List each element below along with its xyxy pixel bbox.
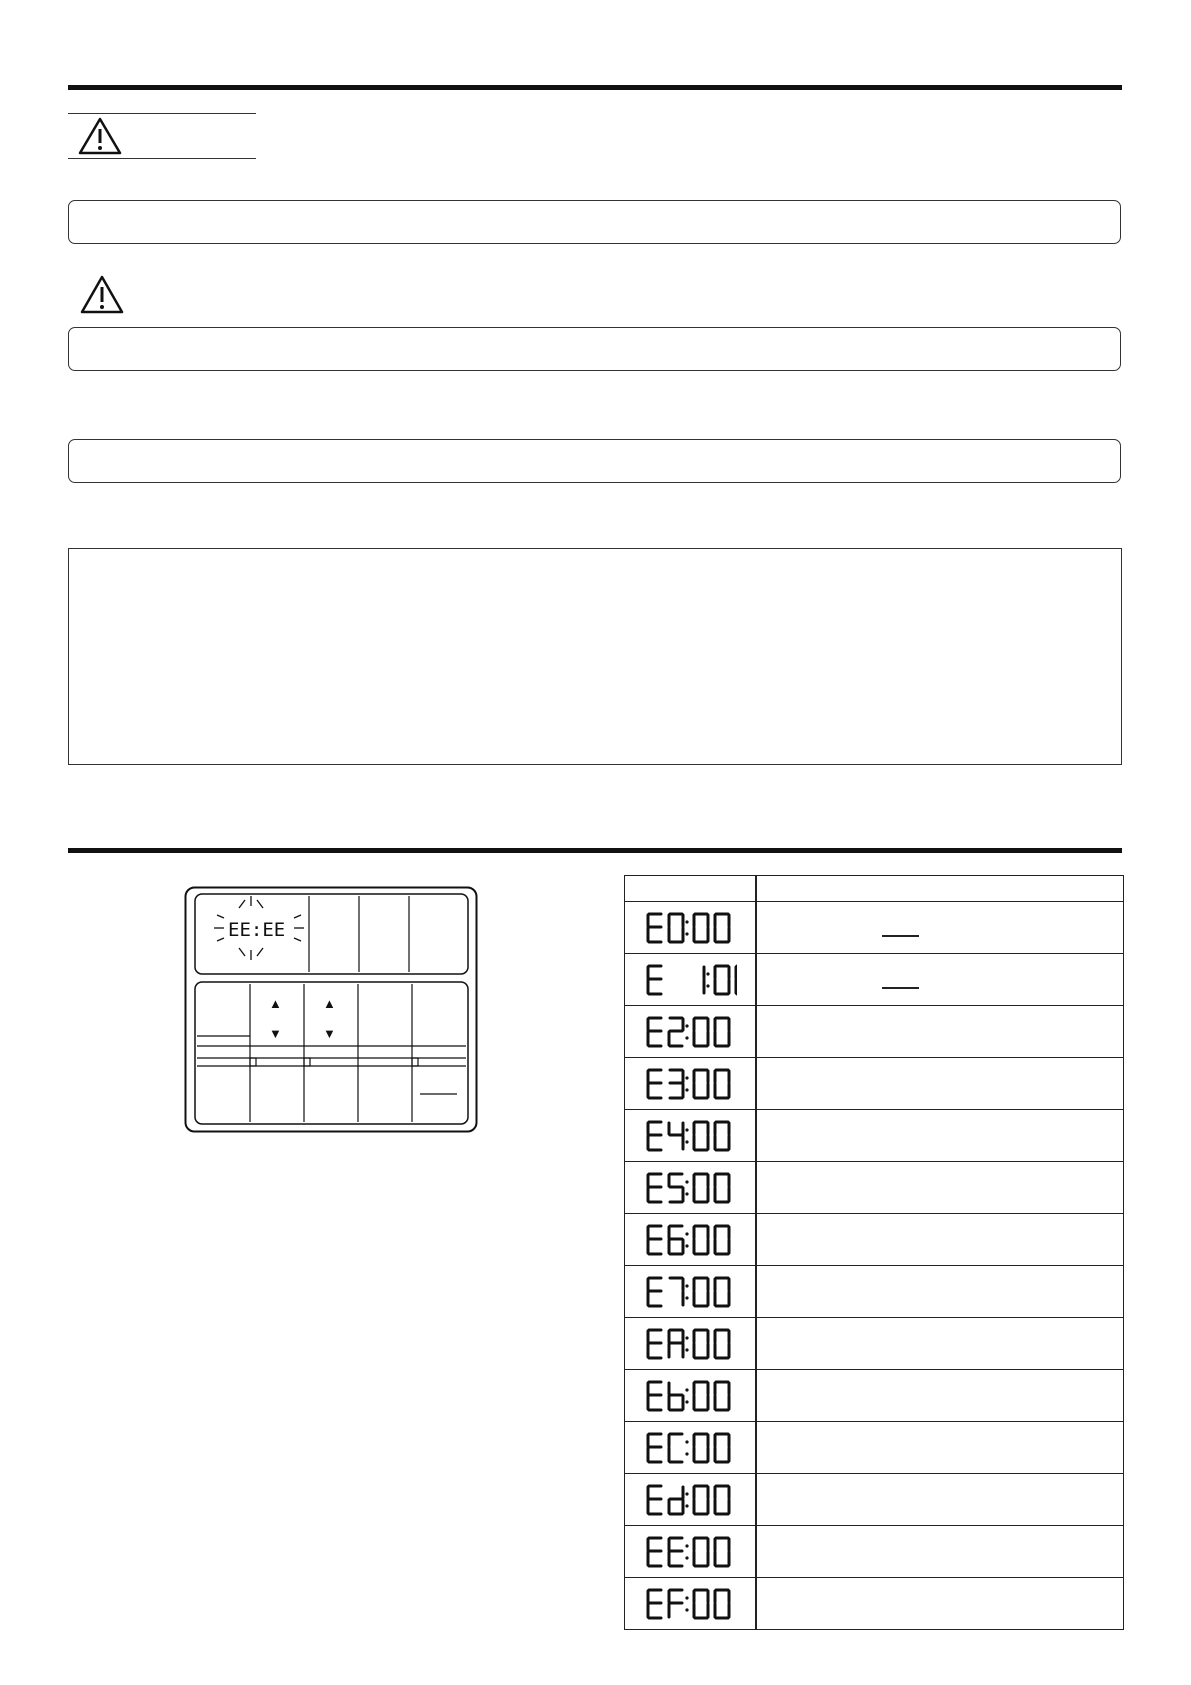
warning-icon	[80, 275, 124, 315]
error-code	[645, 910, 737, 946]
table-row	[625, 1318, 1123, 1370]
table-row	[625, 1214, 1123, 1266]
table-row	[625, 1058, 1123, 1110]
table-row	[625, 1006, 1123, 1058]
error-code-table	[624, 875, 1124, 1630]
remote-display-text: EE:EE	[228, 919, 286, 941]
table-row	[625, 1162, 1123, 1214]
error-code	[645, 1534, 737, 1570]
section-rule	[68, 848, 1122, 853]
info-box	[68, 548, 1122, 765]
error-code	[645, 962, 737, 998]
arrow-up-icon: ▲	[323, 996, 336, 1011]
error-code-text	[737, 962, 738, 963]
error-code	[645, 1118, 737, 1154]
notice-box-2	[68, 327, 1121, 371]
error-code	[645, 1222, 737, 1258]
error-code-text	[737, 1170, 738, 1171]
error-code-text	[737, 1586, 738, 1587]
table-row	[625, 1110, 1123, 1162]
error-code-text	[737, 1482, 738, 1483]
notice-box-3	[68, 439, 1121, 483]
table-header	[625, 876, 1123, 902]
arrow-up-icon: ▲	[269, 996, 282, 1011]
error-code	[645, 1378, 737, 1414]
error-code-text	[737, 1274, 738, 1275]
error-code-text	[737, 1118, 738, 1119]
error-code	[645, 1482, 737, 1518]
table-row	[625, 1526, 1123, 1578]
remote-controller	[184, 886, 478, 1133]
underline-mark	[882, 935, 919, 937]
table-row	[625, 1266, 1123, 1318]
error-code	[645, 1326, 737, 1362]
error-code-text	[737, 1222, 738, 1223]
table-row	[625, 954, 1123, 1006]
error-code-text	[737, 1534, 738, 1535]
caution-line-top	[68, 113, 256, 114]
table-row	[625, 1578, 1123, 1630]
error-code-text	[737, 1066, 738, 1067]
error-code-text	[737, 1326, 738, 1327]
error-code	[645, 1274, 737, 1310]
remote-controller-drawing	[184, 886, 478, 1133]
top-rule	[68, 85, 1122, 90]
error-code-text	[737, 1014, 738, 1015]
table-row	[625, 1370, 1123, 1422]
error-code-text	[737, 1430, 738, 1431]
table-row	[625, 1474, 1123, 1526]
table-row	[625, 902, 1123, 954]
error-code	[645, 1430, 737, 1466]
underline-mark	[882, 987, 919, 989]
arrow-down-icon: ▼	[269, 1026, 282, 1041]
error-code-text	[737, 910, 738, 911]
error-code	[645, 1066, 737, 1102]
error-code	[645, 1014, 737, 1050]
table-row	[625, 1422, 1123, 1474]
arrow-down-icon: ▼	[323, 1026, 336, 1041]
error-code	[645, 1170, 737, 1206]
notice-box-1	[68, 200, 1121, 244]
error-code	[645, 1586, 737, 1622]
warning-icon	[78, 117, 122, 155]
error-code-text	[737, 1378, 738, 1379]
caution-line-bottom	[68, 158, 256, 159]
